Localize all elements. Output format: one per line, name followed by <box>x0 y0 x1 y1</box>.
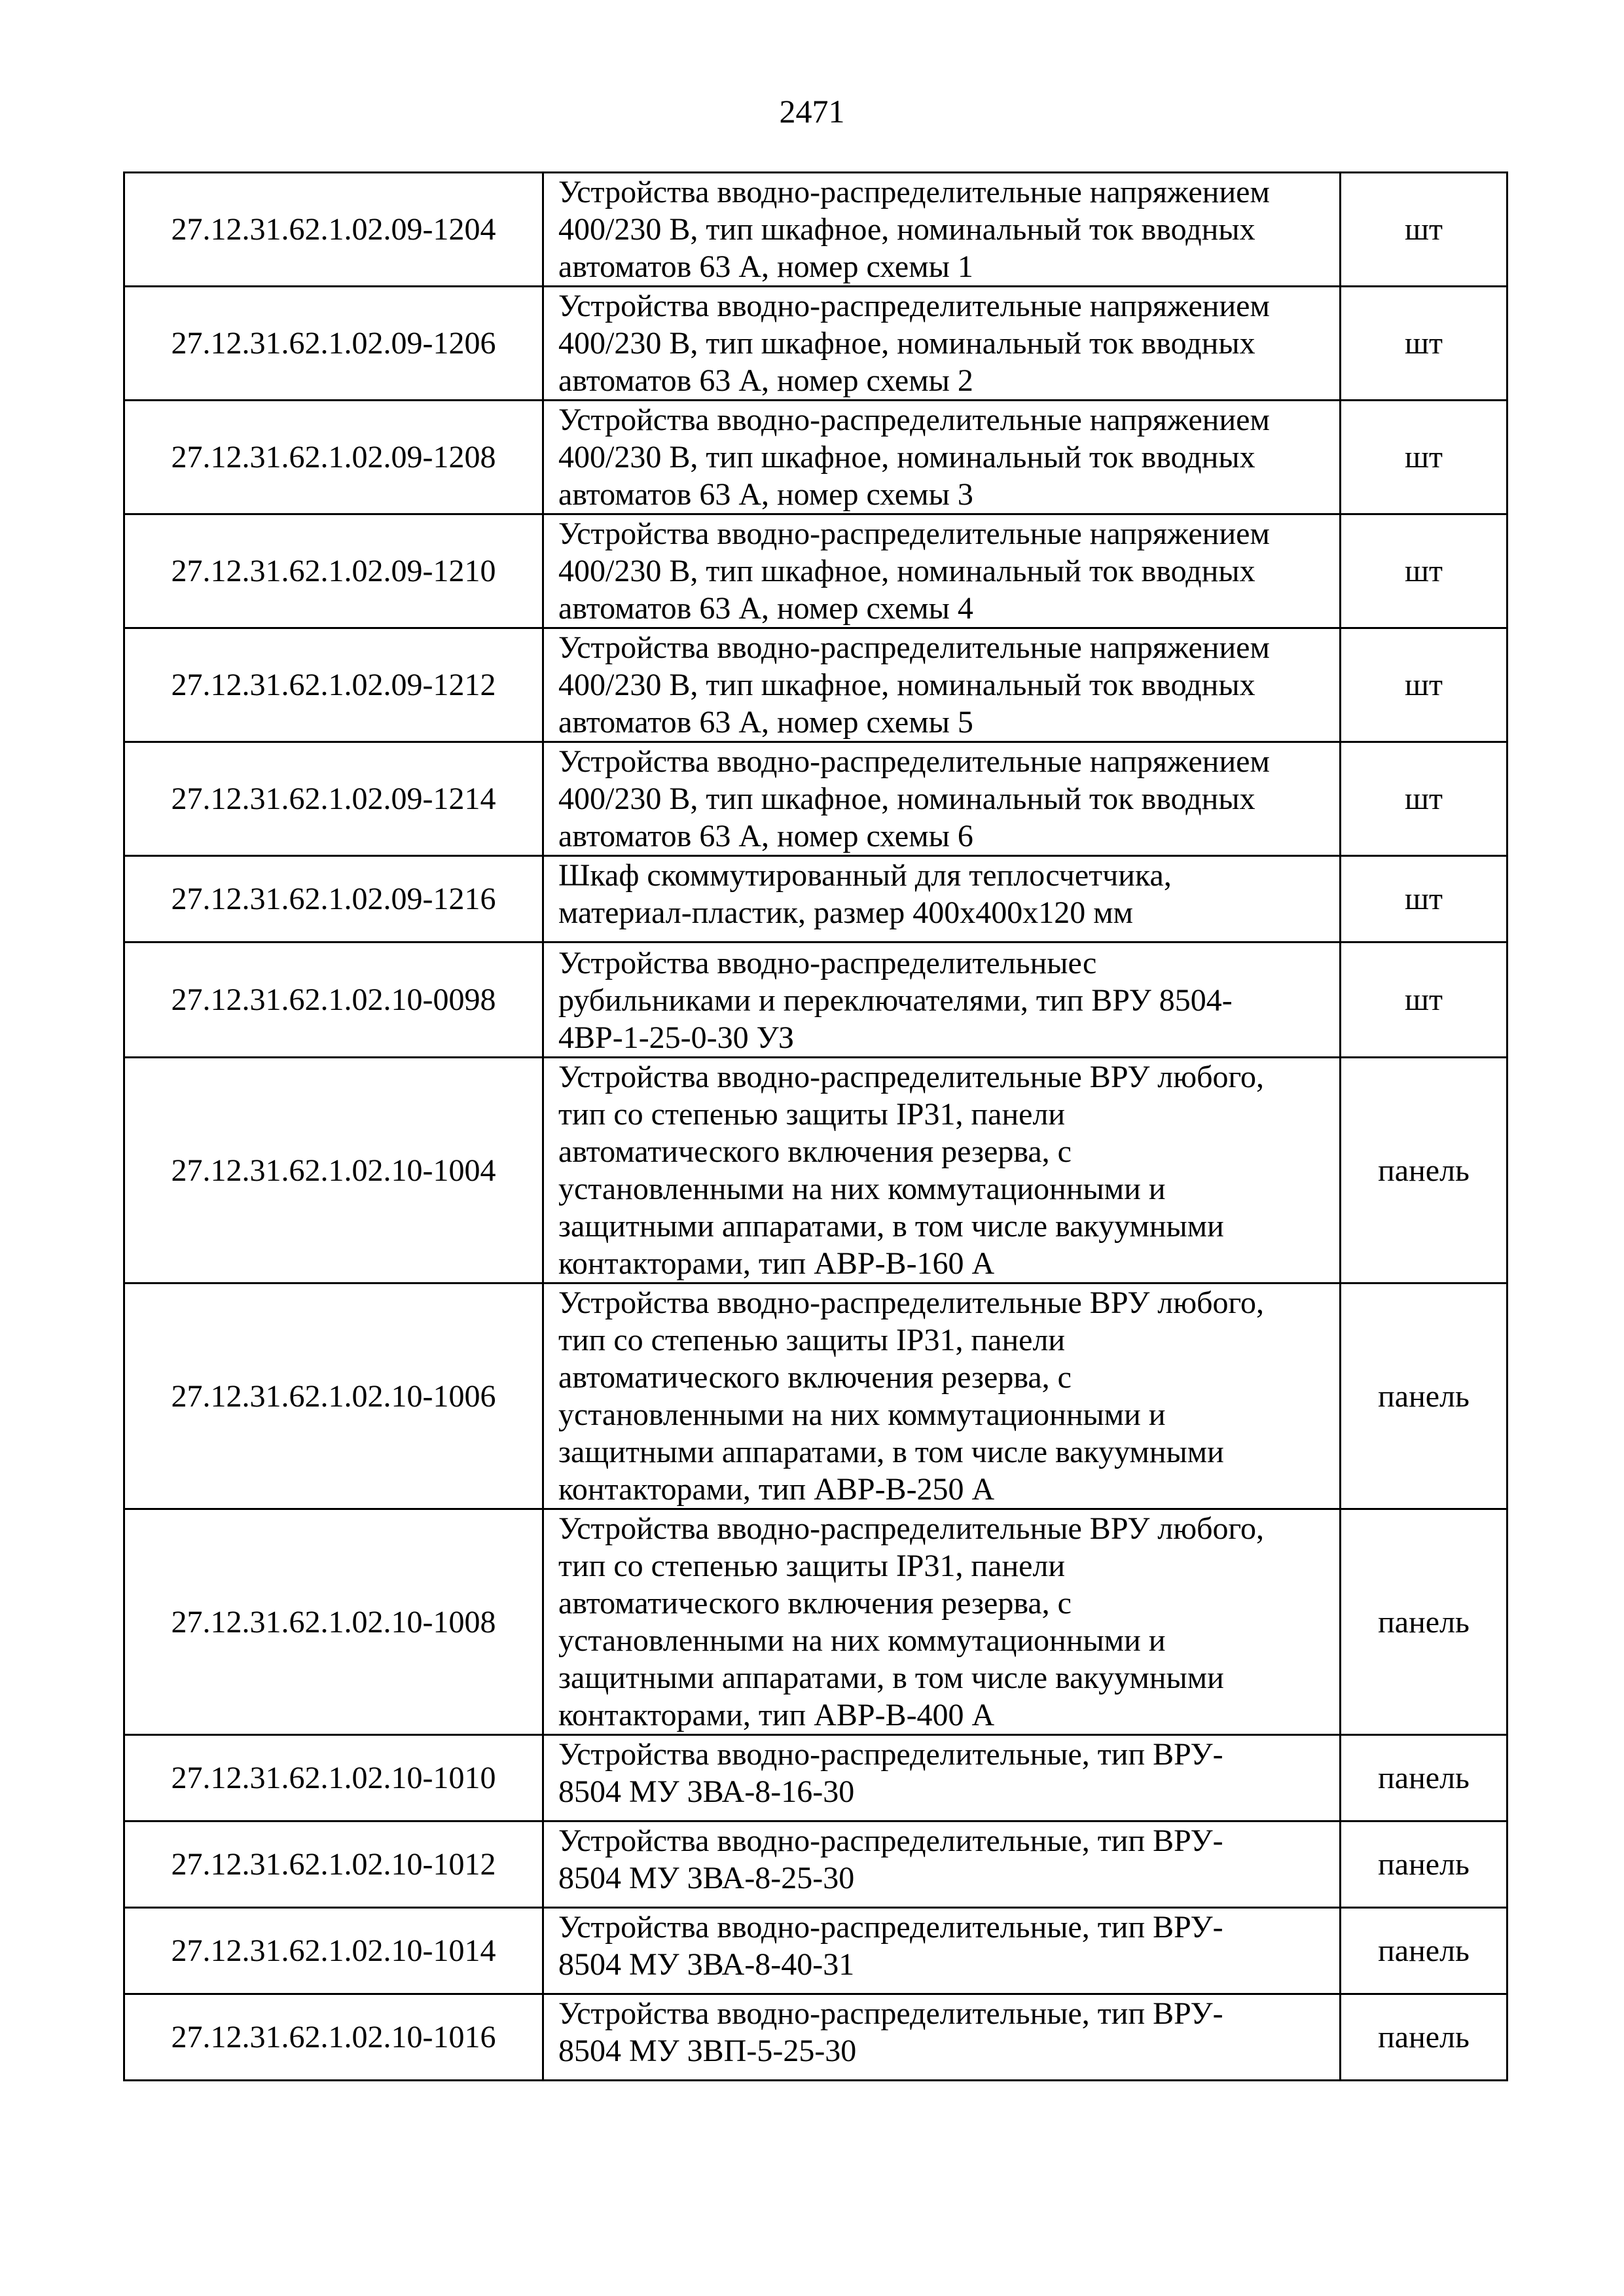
table-row <box>124 401 1507 514</box>
row-code: 27.12.31.62.1.02.10-1010 <box>124 1735 543 1821</box>
description-line: 400/230 В, тип шкафное, номинальный ток вводных <box>558 212 1255 247</box>
description-line: контакторами, тип АВР-В-250 А <box>558 1472 995 1507</box>
table-row <box>124 1283 1507 1509</box>
description-line: автоматов 63 А, номер схемы 4 <box>558 591 973 626</box>
table-row <box>124 514 1507 628</box>
row-description <box>543 1058 1341 1283</box>
resource-table <box>123 171 1508 2081</box>
description-line: тип со степенью защиты IP31, панели <box>558 1323 1066 1357</box>
description-line: Шкаф скоммутированный для теплосчетчика, <box>558 858 1172 893</box>
row-code: 27.12.31.62.1.02.10-0098 <box>124 942 543 1058</box>
description-line: автоматов 63 А, номер схемы 3 <box>558 477 973 512</box>
description-line: автоматического включения резерва, с <box>558 1586 1072 1621</box>
description-line: Устройства вводно-распределительные, тип ВРУ- <box>558 1910 1223 1945</box>
row-code: 27.12.31.62.1.02.09-1214 <box>124 742 543 856</box>
description-line: Устройства вводно-распределительные ВРУ любого, <box>558 1060 1265 1094</box>
description-line: установленными на них коммутационными и <box>558 1397 1166 1432</box>
row-unit: панель <box>1341 1821 1507 1908</box>
description-line: 8504 МУ 3ВА-8-40-31 <box>558 1947 855 1982</box>
description-line: контакторами, тип АВР-В-400 А <box>558 1698 995 1732</box>
table-row <box>124 742 1507 856</box>
row-code: 27.12.31.62.1.02.10-1004 <box>124 1058 543 1283</box>
description-line: защитными аппаратами, в том числе вакуумными <box>558 1435 1224 1469</box>
row-description <box>543 1509 1341 1735</box>
table-row <box>124 287 1507 401</box>
description-line: Устройства вводно-распределительные, тип ВРУ- <box>558 1996 1223 2031</box>
description-line: Устройства вводно-распределительные ВРУ любого, <box>558 1285 1265 1320</box>
description-line: 400/230 В, тип шкафное, номинальный ток вводных <box>558 554 1255 588</box>
page-number: 2471 <box>779 93 845 130</box>
resource-table-body <box>124 173 1507 2081</box>
row-description <box>543 1283 1341 1509</box>
description-line: Устройства вводно-распределительные, тип ВРУ- <box>558 1737 1223 1772</box>
description-line: установленными на них коммутационными и <box>558 1623 1166 1658</box>
row-code: 27.12.31.62.1.02.09-1210 <box>124 514 543 628</box>
description-line: Устройства вводно-распределительные напряжением <box>558 516 1270 551</box>
row-description <box>543 287 1341 401</box>
description-line: 400/230 В, тип шкафное, номинальный ток вводных <box>558 440 1255 475</box>
row-code: 27.12.31.62.1.02.10-1008 <box>124 1509 543 1735</box>
row-unit: панель <box>1341 1283 1507 1509</box>
description-line: установленными на них коммутационными и <box>558 1172 1166 1206</box>
description-line: защитными аппаратами, в том числе вакуумными <box>558 1660 1224 1695</box>
row-unit: шт <box>1341 628 1507 742</box>
description-line: защитными аппаратами, в том числе вакуумными <box>558 1209 1224 1244</box>
row-unit: шт <box>1341 514 1507 628</box>
description-line: автоматов 63 А, номер схемы 6 <box>558 819 973 853</box>
description-line: 8504 МУ 3ВП-5-25-30 <box>558 2034 857 2068</box>
table-row <box>124 1821 1507 1908</box>
description-line: Устройства вводно-распределительныес <box>558 946 1097 980</box>
description-line: 8504 МУ 3ВА-8-25-30 <box>558 1861 855 1895</box>
table-row <box>124 173 1507 287</box>
table-row <box>124 856 1507 942</box>
description-line: автоматов 63 А, номер схемы 1 <box>558 249 973 284</box>
table-row <box>124 628 1507 742</box>
row-unit: шт <box>1341 942 1507 1058</box>
table-row <box>124 1058 1507 1283</box>
row-unit: панель <box>1341 1908 1507 1994</box>
description-line: автоматического включения резерва, с <box>558 1360 1072 1395</box>
description-line: 8504 МУ 3ВА-8-16-30 <box>558 1774 855 1809</box>
row-description <box>543 514 1341 628</box>
description-line: материал-пластик, размер 400х400х120 мм <box>558 895 1133 930</box>
description-line: 400/230 В, тип шкафное, номинальный ток вводных <box>558 668 1255 702</box>
description-line: тип со степенью защиты IP31, панели <box>558 1549 1066 1583</box>
row-unit: шт <box>1341 287 1507 401</box>
row-description <box>543 942 1341 1058</box>
row-description <box>543 1908 1341 1994</box>
description-line: 400/230 В, тип шкафное, номинальный ток вводных <box>558 326 1255 361</box>
description-line: автоматов 63 А, номер схемы 2 <box>558 363 973 398</box>
row-unit: шт <box>1341 742 1507 856</box>
table-row <box>124 1509 1507 1735</box>
row-description <box>543 173 1341 287</box>
table-row <box>124 1908 1507 1994</box>
row-code: 27.12.31.62.1.02.10-1012 <box>124 1821 543 1908</box>
description-line: 4ВР-1-25-0-30 УЗ <box>558 1020 795 1055</box>
description-line: Устройства вводно-распределительные напряжением <box>558 744 1270 779</box>
row-description <box>543 1735 1341 1821</box>
row-unit: панель <box>1341 1994 1507 2081</box>
description-line: Устройства вводно-распределительные напряжением <box>558 289 1270 323</box>
row-description <box>543 401 1341 514</box>
row-description <box>543 628 1341 742</box>
description-line: рубильниками и переключателями, тип ВРУ 8504- <box>558 983 1233 1018</box>
description-line: Устройства вводно-распределительные напряжением <box>558 630 1270 665</box>
row-code: 27.12.31.62.1.02.09-1206 <box>124 287 543 401</box>
row-unit: шт <box>1341 401 1507 514</box>
description-line: Устройства вводно-распределительные напряжением <box>558 175 1270 209</box>
description-line: Устройства вводно-распределительные напряжением <box>558 403 1270 437</box>
table-row <box>124 1994 1507 2081</box>
description-line: автоматического включения резерва, с <box>558 1134 1072 1169</box>
row-unit: панель <box>1341 1735 1507 1821</box>
table-row <box>124 942 1507 1058</box>
description-line: Устройства вводно-распределительные, тип ВРУ- <box>558 1823 1223 1858</box>
row-unit: шт <box>1341 856 1507 942</box>
row-code: 27.12.31.62.1.02.10-1016 <box>124 1994 543 2081</box>
description-line: тип со степенью защиты IP31, панели <box>558 1097 1066 1132</box>
row-code: 27.12.31.62.1.02.09-1216 <box>124 856 543 942</box>
row-code: 27.12.31.62.1.02.10-1006 <box>124 1283 543 1509</box>
row-code: 27.12.31.62.1.02.09-1208 <box>124 401 543 514</box>
row-unit: панель <box>1341 1058 1507 1283</box>
description-line: автоматов 63 А, номер схемы 5 <box>558 705 973 740</box>
row-description <box>543 1994 1341 2081</box>
row-code: 27.12.31.62.1.02.10-1014 <box>124 1908 543 1994</box>
description-line: 400/230 В, тип шкафное, номинальный ток вводных <box>558 781 1255 816</box>
description-line: контакторами, тип АВР-В-160 А <box>558 1246 995 1281</box>
row-description <box>543 1821 1341 1908</box>
row-code: 27.12.31.62.1.02.09-1204 <box>124 173 543 287</box>
row-description <box>543 856 1341 942</box>
description-line: Устройства вводно-распределительные ВРУ любого, <box>558 1511 1265 1546</box>
table-row <box>124 1735 1507 1821</box>
row-code: 27.12.31.62.1.02.09-1212 <box>124 628 543 742</box>
row-unit: шт <box>1341 173 1507 287</box>
row-description <box>543 742 1341 856</box>
row-unit: панель <box>1341 1509 1507 1735</box>
